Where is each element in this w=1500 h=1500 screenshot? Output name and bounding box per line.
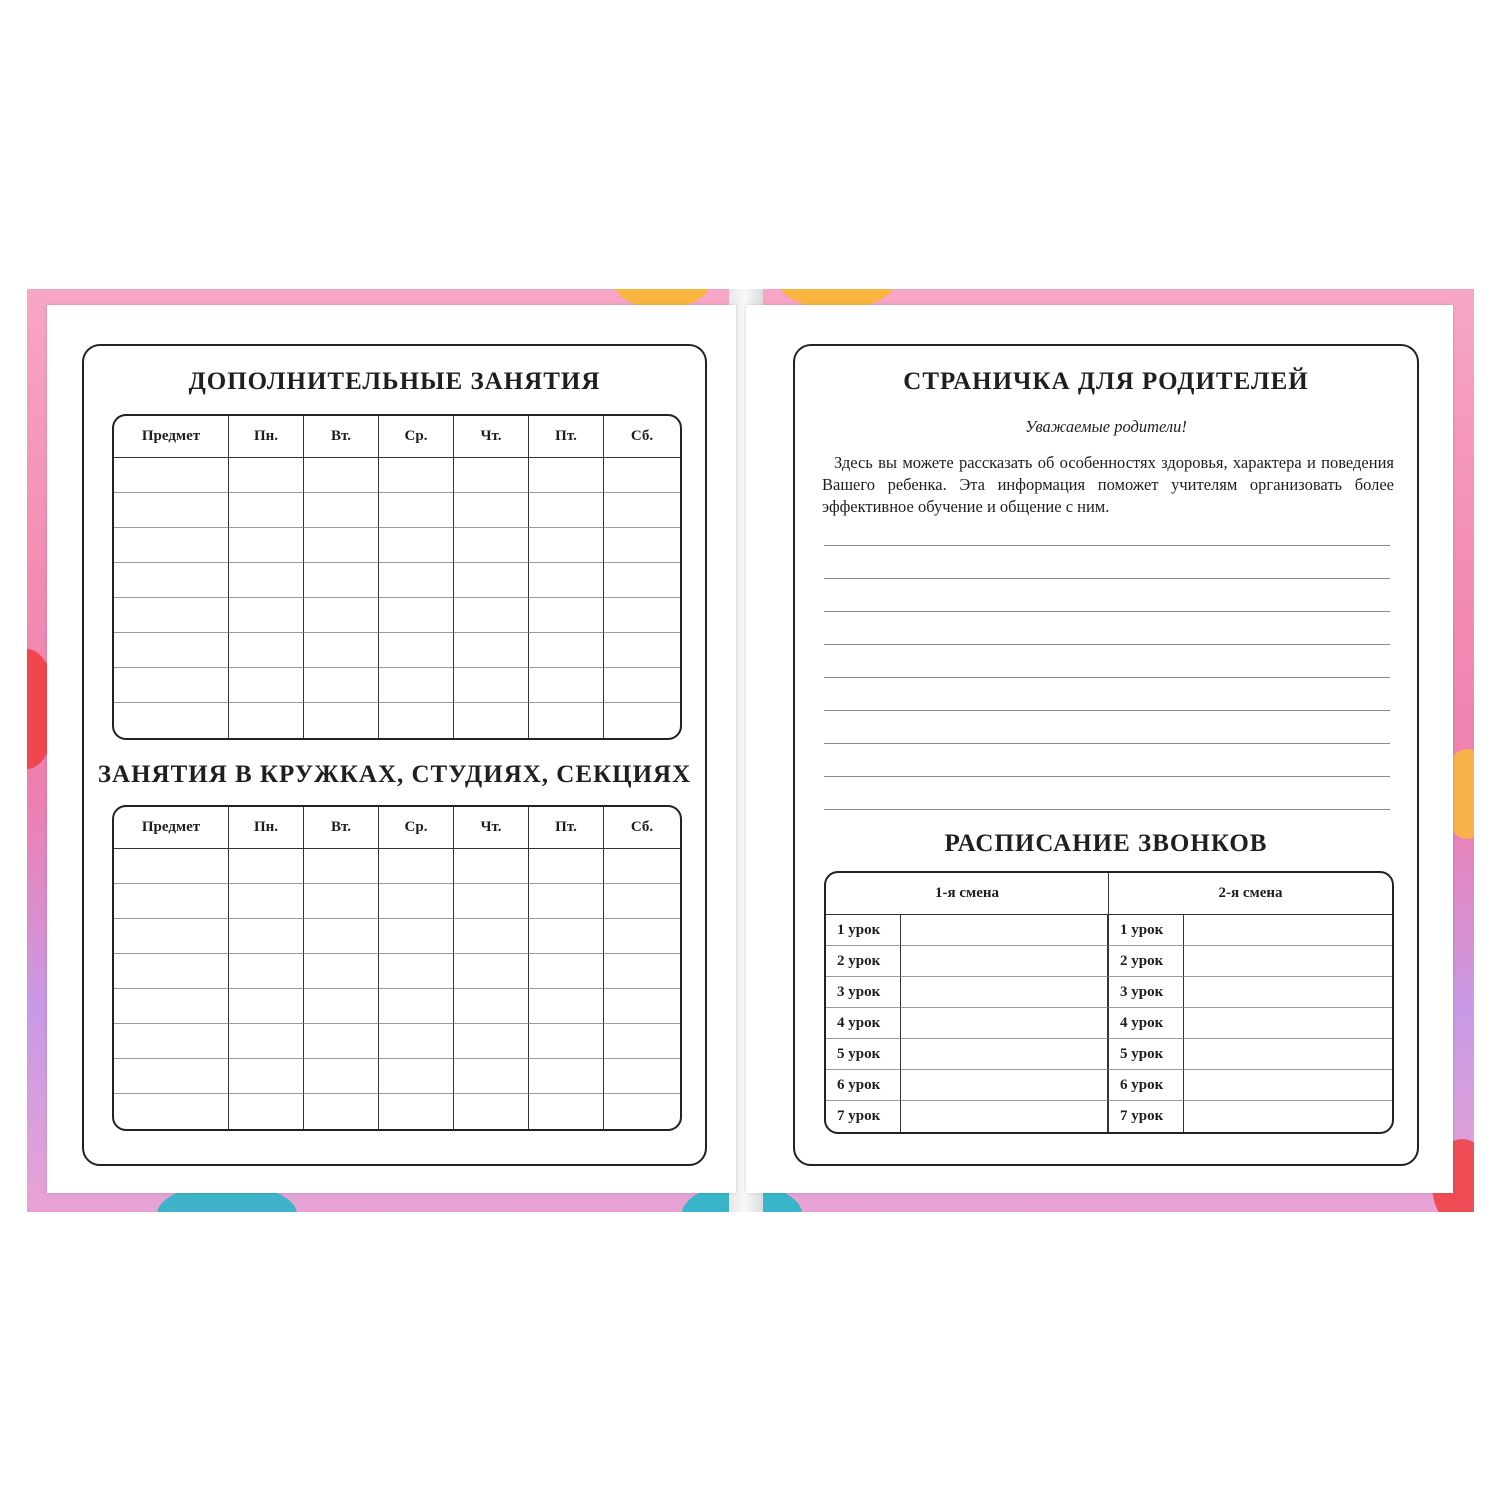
table-row (114, 884, 680, 919)
table-row (114, 563, 680, 598)
table-cell[interactable] (454, 849, 529, 884)
writing-line[interactable] (824, 743, 1390, 744)
bell-row (826, 977, 1392, 1008)
table-cell[interactable] (529, 563, 604, 598)
table-cell[interactable] (229, 563, 304, 598)
table-cell[interactable] (379, 989, 454, 1024)
table-cell[interactable] (604, 598, 680, 633)
table-cell[interactable] (304, 989, 379, 1024)
time-cell[interactable] (1184, 915, 1392, 946)
table-cell[interactable] (529, 989, 604, 1024)
column-header: Пн. (229, 416, 304, 458)
table-row (114, 493, 680, 528)
table-cell[interactable] (304, 598, 379, 633)
bell-schedule-table (824, 871, 1394, 1134)
column-header: Пт. (529, 416, 604, 458)
time-cell[interactable] (901, 915, 1109, 946)
shift-1-header: 1-я смена (826, 873, 1109, 915)
table-row (114, 954, 680, 989)
table-cell[interactable] (304, 528, 379, 563)
table-cell[interactable] (529, 849, 604, 884)
time-cell[interactable] (901, 946, 1109, 977)
table-cell[interactable] (604, 1024, 680, 1059)
right-page-frame (793, 344, 1419, 1166)
table-row (114, 1024, 680, 1059)
table-cell[interactable] (529, 458, 604, 493)
extra-classes-title: ДОПОЛНИТЕЛЬНЫЕ ЗАНЯТИЯ (188, 368, 601, 395)
column-header: Предмет (114, 416, 229, 458)
lesson-label: 1 урок (1109, 915, 1184, 946)
column-header: Пт. (529, 807, 604, 849)
lesson-label: 1 урок (826, 915, 901, 946)
column-header: Чт. (454, 416, 529, 458)
table-cell[interactable] (379, 598, 454, 633)
bell-row (826, 1039, 1392, 1070)
time-cell[interactable] (1184, 1070, 1392, 1101)
table-cell[interactable] (229, 884, 304, 919)
table-cell[interactable] (379, 528, 454, 563)
table-cell[interactable] (454, 989, 529, 1024)
column-header: Сб. (604, 416, 680, 458)
table-cell[interactable] (604, 493, 680, 528)
column-header: Ср. (379, 416, 454, 458)
table-header-row (114, 416, 680, 458)
table-cell[interactable] (604, 919, 680, 954)
column-header: Сб. (604, 807, 680, 849)
table-cell[interactable] (379, 919, 454, 954)
time-cell[interactable] (1184, 946, 1392, 977)
table-cell[interactable] (454, 884, 529, 919)
table-cell[interactable] (114, 563, 229, 598)
table-cell[interactable] (529, 1059, 604, 1094)
table-cell[interactable] (379, 884, 454, 919)
table-cell[interactable] (114, 458, 229, 493)
parents-greeting: Уважаемые родители! (1025, 417, 1187, 436)
table-cell[interactable] (229, 954, 304, 989)
column-header: Чт. (454, 807, 529, 849)
table-cell[interactable] (529, 954, 604, 989)
table-cell[interactable] (604, 1094, 680, 1129)
clubs-table (112, 805, 682, 1131)
table-row (114, 668, 680, 703)
table-cell[interactable] (114, 668, 229, 703)
table-cell[interactable] (304, 1059, 379, 1094)
table-cell[interactable] (529, 919, 604, 954)
table-cell[interactable] (114, 493, 229, 528)
table-header-row (114, 807, 680, 849)
bell-schedule-title: РАСПИСАНИЕ ЗВОНКОВ (944, 830, 1268, 857)
table-cell[interactable] (604, 458, 680, 493)
table-row (114, 849, 680, 884)
table-cell[interactable] (454, 458, 529, 493)
parents-page-title: СТРАНИЧКА ДЛЯ РОДИТЕЛЕЙ (903, 368, 1309, 395)
lesson-label: 5 урок (826, 1039, 901, 1070)
table-cell[interactable] (114, 919, 229, 954)
time-cell[interactable] (901, 1070, 1109, 1101)
table-row (114, 528, 680, 563)
column-header: Вт. (304, 807, 379, 849)
time-cell[interactable] (901, 1101, 1109, 1132)
lesson-label: 7 урок (826, 1101, 901, 1132)
table-cell[interactable] (114, 703, 229, 738)
time-cell[interactable] (1184, 1101, 1392, 1132)
table-cell[interactable] (229, 849, 304, 884)
writing-line[interactable] (824, 809, 1390, 810)
table-cell[interactable] (529, 703, 604, 738)
time-cell[interactable] (901, 977, 1109, 1008)
writing-line[interactable] (824, 611, 1390, 612)
shift-2-header: 2-я смена (1109, 873, 1392, 915)
table-cell[interactable] (454, 954, 529, 989)
bell-row (826, 1101, 1392, 1132)
time-cell[interactable] (901, 1039, 1109, 1070)
table-cell[interactable] (454, 703, 529, 738)
table-cell[interactable] (304, 563, 379, 598)
table-cell[interactable] (114, 1024, 229, 1059)
table-cell[interactable] (529, 633, 604, 668)
table-row (114, 989, 680, 1024)
clubs-title: ЗАНЯТИЯ В КРУЖКАХ, СТУДИЯХ, СЕКЦИЯХ (97, 761, 692, 788)
table-cell[interactable] (529, 528, 604, 563)
table-cell[interactable] (304, 458, 379, 493)
table-cell[interactable] (379, 1094, 454, 1129)
table-cell[interactable] (114, 1059, 229, 1094)
table-cell[interactable] (229, 1024, 304, 1059)
table-cell[interactable] (229, 528, 304, 563)
table-cell[interactable] (454, 598, 529, 633)
table-cell[interactable] (379, 563, 454, 598)
table-cell[interactable] (454, 633, 529, 668)
table-cell[interactable] (114, 989, 229, 1024)
table-cell[interactable] (379, 668, 454, 703)
table-cell[interactable] (114, 528, 229, 563)
table-cell[interactable] (604, 633, 680, 668)
table-cell[interactable] (114, 884, 229, 919)
table-header-row (826, 873, 1392, 915)
table-cell[interactable] (529, 1024, 604, 1059)
table-cell[interactable] (454, 1094, 529, 1129)
table-cell[interactable] (454, 563, 529, 598)
extra-classes-table (112, 414, 682, 740)
table-cell[interactable] (304, 954, 379, 989)
table-cell[interactable] (229, 1094, 304, 1129)
table-row (114, 919, 680, 954)
table-cell[interactable] (229, 458, 304, 493)
lesson-label: 6 урок (1109, 1070, 1184, 1101)
lesson-label: 5 урок (1109, 1039, 1184, 1070)
left-page-frame (82, 344, 707, 1166)
bell-row (826, 1008, 1392, 1039)
table-cell[interactable] (454, 493, 529, 528)
lesson-label: 6 урок (826, 1070, 901, 1101)
table-cell[interactable] (229, 633, 304, 668)
lesson-label: 4 урок (826, 1008, 901, 1039)
lesson-label: 3 урок (826, 977, 901, 1008)
table-cell[interactable] (454, 919, 529, 954)
table-cell[interactable] (114, 1094, 229, 1129)
table-cell[interactable] (229, 493, 304, 528)
column-header: Предмет (114, 807, 229, 849)
writing-line[interactable] (824, 710, 1390, 711)
writing-line[interactable] (824, 776, 1390, 777)
time-cell[interactable] (901, 1008, 1109, 1039)
table-cell[interactable] (304, 1094, 379, 1129)
table-cell[interactable] (379, 1024, 454, 1059)
bell-row (826, 915, 1392, 946)
table-cell[interactable] (529, 884, 604, 919)
column-header: Вт. (304, 416, 379, 458)
table-row (114, 703, 680, 738)
table-cell[interactable] (304, 703, 379, 738)
table-cell[interactable] (114, 598, 229, 633)
writing-line[interactable] (824, 578, 1390, 579)
table-cell[interactable] (229, 703, 304, 738)
table-cell[interactable] (379, 954, 454, 989)
table-row (114, 458, 680, 493)
parents-intro-text: Здесь вы можете рассказать об особенностях здоровья, характера и поведения Вашего ребенка. Эта информация поможет учителям организовать более эффективное обучение и общение с ним. (822, 453, 1394, 516)
table-cell[interactable] (379, 458, 454, 493)
left-page (47, 305, 736, 1193)
table-cell[interactable] (604, 528, 680, 563)
table-cell[interactable] (604, 1059, 680, 1094)
column-header: Ср. (379, 807, 454, 849)
table-cell[interactable] (229, 1059, 304, 1094)
time-cell[interactable] (1184, 1039, 1392, 1070)
table-cell[interactable] (604, 668, 680, 703)
column-header: Пн. (229, 807, 304, 849)
bell-row (826, 1070, 1392, 1101)
table-row (114, 633, 680, 668)
table-cell[interactable] (529, 1094, 604, 1129)
table-cell[interactable] (604, 989, 680, 1024)
table-cell[interactable] (454, 1059, 529, 1094)
table-cell[interactable] (379, 849, 454, 884)
table-cell[interactable] (114, 633, 229, 668)
table-cell[interactable] (604, 954, 680, 989)
table-cell[interactable] (114, 954, 229, 989)
table-cell[interactable] (304, 1024, 379, 1059)
table-cell[interactable] (529, 668, 604, 703)
table-cell[interactable] (229, 989, 304, 1024)
table-cell[interactable] (304, 884, 379, 919)
table-row (114, 1094, 680, 1129)
table-cell[interactable] (604, 849, 680, 884)
table-cell[interactable] (304, 633, 379, 668)
lesson-label: 3 урок (1109, 977, 1184, 1008)
table-cell[interactable] (604, 703, 680, 738)
table-cell[interactable] (379, 633, 454, 668)
time-cell[interactable] (1184, 977, 1392, 1008)
time-cell[interactable] (1184, 1008, 1392, 1039)
right-page (746, 305, 1453, 1193)
table-cell[interactable] (454, 1024, 529, 1059)
table-cell[interactable] (454, 668, 529, 703)
table-row (114, 598, 680, 633)
table-cell[interactable] (379, 493, 454, 528)
lesson-label: 4 урок (1109, 1008, 1184, 1039)
table-cell[interactable] (229, 668, 304, 703)
lesson-label: 2 урок (1109, 946, 1184, 977)
table-cell[interactable] (529, 598, 604, 633)
table-cell[interactable] (229, 598, 304, 633)
writing-line[interactable] (824, 545, 1390, 546)
table-cell[interactable] (379, 703, 454, 738)
lesson-label: 7 урок (1109, 1101, 1184, 1132)
table-cell[interactable] (454, 528, 529, 563)
table-cell[interactable] (304, 849, 379, 884)
table-row (114, 1059, 680, 1094)
table-cell[interactable] (379, 1059, 454, 1094)
table-cell[interactable] (304, 919, 379, 954)
table-cell[interactable] (529, 493, 604, 528)
table-cell[interactable] (304, 668, 379, 703)
writing-line[interactable] (824, 644, 1390, 645)
writing-line[interactable] (824, 677, 1390, 678)
table-cell[interactable] (114, 849, 229, 884)
table-cell[interactable] (304, 493, 379, 528)
table-cell[interactable] (229, 919, 304, 954)
table-cell[interactable] (604, 884, 680, 919)
bell-row (826, 946, 1392, 977)
lesson-label: 2 урок (826, 946, 901, 977)
table-cell[interactable] (604, 563, 680, 598)
